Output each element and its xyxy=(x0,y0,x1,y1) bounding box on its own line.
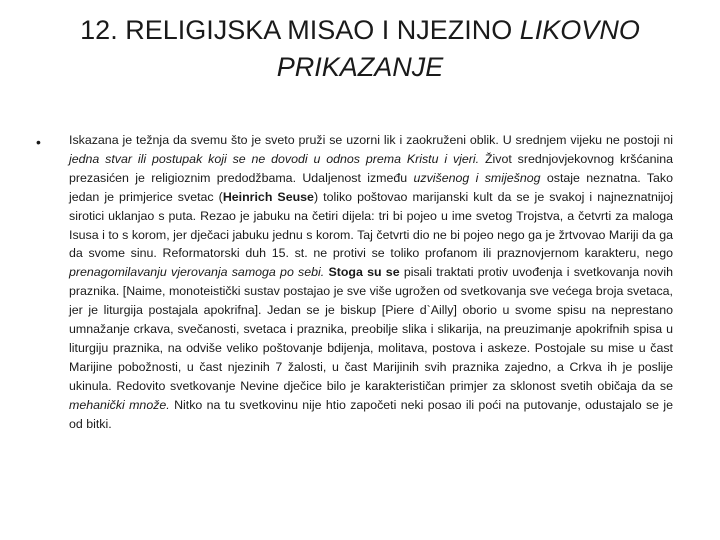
italic-text-run: prenagomilavanju vjerovanja samoga po sebi. xyxy=(69,265,325,280)
italic-text-run: uzvišenog i smiješnog xyxy=(413,170,541,185)
text-run: Život srednjovjekovnog kršćanina prezasićen je religioznim predodžbama. Udaljenost između xyxy=(69,151,673,185)
italic-text-run: mehanički množe. xyxy=(69,397,170,412)
bullet-marker: • xyxy=(36,134,41,150)
bold-text-run: Stoga su se xyxy=(328,265,400,280)
title-italic-text: LIKOVNO PRIKAZANJE xyxy=(276,15,640,82)
text-run: ostaje neznatna. Tako jedan je primjerice svetac ( xyxy=(69,170,673,204)
body-paragraph xyxy=(69,131,673,434)
text-run: Iskazana je težnja da svemu što je sveto pruži se uzorni lik i zaokruženi oblik. U srednjem vijeku ne postoji ni xyxy=(69,133,673,147)
bold-text-run: Heinrich Seuse xyxy=(222,189,314,204)
text-run: pisali traktati protiv uvođenja i svetkovanja novih praznika. [Naime, monoteistički sustav postajao je sve više ugrožen od svetkovanja sve većega broja svetaca, jer je liturgija postajala apokrifna]. Jedan se je biskup [Piere d`Ailly] oborio u svome spisu na neprestano umnažanje crkava, svečanosti, svetaca i praznika, preobilje slika i slikarija, na preuzimanje apokrifnih spisa u liturgiju praznika, na odviše veliko poštovanje bdijenja, molitava, postova i askeze. Postojale su mise u čast Marijine pobožnosti, u čast njezinih 7 žalosti, u čast Marijinih svih praznika zajedno, a Crkva ih je poslije ukinula. Redovito svetkovanje Nevine dječice bilo je karakterističan primjer za sklonost svetih običaja da se xyxy=(69,265,673,393)
text-run: ) toliko poštovao marijanski kult da se je svakoj i najneznatnijoj sirotici uklanjao s puta. Rezao je jabuku na četiri dijela: tri bi pojeo u ime svetog Trojstva, a četvrti za maloga Isusa i to s korom, jer dječaci jabuku jednu s korom. Taj četvrti dio ne bi pojeo nego ga je žrtvovao Mariji da ga da svome sinu. Reformatorski duh 15. st. ne protivi se toliko profanom ili praznovjernom karakteru, nego xyxy=(69,189,674,261)
italic-text-run: jedna stvar ili postupak koji se ne dovodi u odnos prema Kristu i vjeri. xyxy=(69,151,480,166)
text-run: Nitko na tu svetkovinu nije htio započeti neki posao ili poći na putovanje, odustajalo se je od bitki. xyxy=(69,397,673,431)
page-title xyxy=(40,12,680,86)
title-text: 12. RELIGIJSKA MISAO I NJEZINO xyxy=(80,15,520,45)
